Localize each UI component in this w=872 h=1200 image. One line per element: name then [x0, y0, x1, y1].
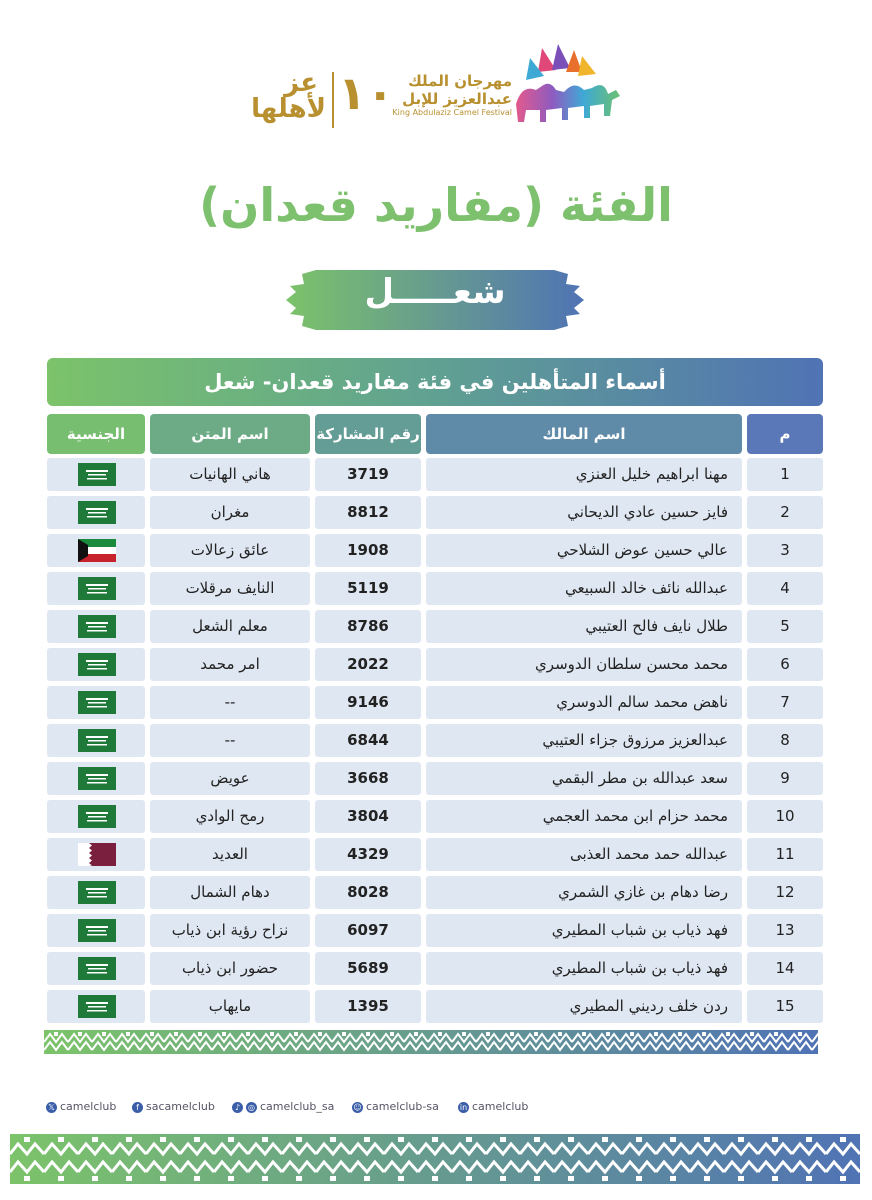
saudi-flag-icon — [78, 691, 116, 714]
social-snapchat[interactable] — [352, 1100, 439, 1113]
row-owner: ناهض محمد سالم الدوسري — [426, 686, 742, 719]
saudi-flag-icon — [78, 957, 116, 980]
x-icon: 𝕏 — [46, 1102, 57, 1113]
row-nationality — [47, 724, 145, 757]
row-owner: فايز حسين عادي الديحاني — [426, 496, 742, 529]
row-entry-number: 1908 — [315, 534, 421, 567]
row-nationality — [47, 990, 145, 1023]
festival-name-en: King Abdulaziz Camel Festival — [392, 108, 512, 117]
festival-name-ar-line1: مهرجان الملك — [408, 72, 512, 90]
motto-line2: لأهلها — [251, 94, 326, 124]
category-title: الفئة (مفاريد قعدان) — [199, 178, 673, 232]
row-camel-name: دهام الشمال — [150, 876, 310, 909]
row-index: 1 — [747, 458, 823, 491]
social-handle: camelclub — [60, 1100, 117, 1113]
motto-logo — [246, 68, 326, 130]
row-camel-name: العديد — [150, 838, 310, 871]
row-owner: طلال نايف فالح العتيبي — [426, 610, 742, 643]
row-owner: سعد عبدالله بن مطر البقمي — [426, 762, 742, 795]
row-camel-name: هاني الهانيات — [150, 458, 310, 491]
row-camel-name: -- — [150, 686, 310, 719]
qatar-flag-icon — [78, 843, 116, 866]
row-nationality — [47, 686, 145, 719]
row-index: 14 — [747, 952, 823, 985]
row-camel-name: -- — [150, 724, 310, 757]
row-nationality — [47, 838, 145, 871]
row-owner: عبدالعزيز مرزوق جزاء العتيبي — [426, 724, 742, 757]
row-camel-name: معلم الشعل — [150, 610, 310, 643]
row-index: 10 — [747, 800, 823, 833]
row-index: 8 — [747, 724, 823, 757]
row-camel-name: عويض — [150, 762, 310, 795]
row-entry-number: 2022 — [315, 648, 421, 681]
row-camel-name: رمح الوادي — [150, 800, 310, 833]
row-index: 4 — [747, 572, 823, 605]
row-entry-number: 5689 — [315, 952, 421, 985]
saudi-flag-icon — [78, 729, 116, 752]
row-index: 15 — [747, 990, 823, 1023]
row-nationality — [47, 762, 145, 795]
festival-name-ar-line2: عبدالعزيز للإبل — [402, 90, 512, 108]
row-owner: محمد حزام ابن محمد العجمي — [426, 800, 742, 833]
row-owner: ردن خلف رديني المطيري — [426, 990, 742, 1023]
row-entry-number: 8786 — [315, 610, 421, 643]
saudi-flag-icon — [78, 919, 116, 942]
row-index: 2 — [747, 496, 823, 529]
column-header-entry: رقم المشاركة — [315, 414, 421, 454]
social-handle: sacamelclub — [146, 1100, 215, 1113]
row-camel-name: نزاح رؤية ابن ذياب — [150, 914, 310, 947]
row-nationality — [47, 458, 145, 491]
row-camel-name: النايف مرقلات — [150, 572, 310, 605]
row-entry-number: 9146 — [315, 686, 421, 719]
row-entry-number: 5119 — [315, 572, 421, 605]
social-tiktok-instagram[interactable] — [232, 1100, 334, 1113]
table-caption: أسماء المتأهلين في فئة مفاريد قعدان- شعل — [47, 358, 823, 406]
row-index: 9 — [747, 762, 823, 795]
row-nationality — [47, 496, 145, 529]
snapchat-icon: ☺ — [353, 1102, 362, 1112]
saudi-flag-icon — [78, 577, 116, 600]
row-camel-name: حضور ابن ذياب — [150, 952, 310, 985]
round-name: شعـــــل — [364, 272, 506, 312]
row-entry-number: 3668 — [315, 762, 421, 795]
row-owner: عالي حسين عوض الشلاحي — [426, 534, 742, 567]
sadu-pattern-band — [44, 1030, 818, 1054]
saudi-flag-icon — [78, 463, 116, 486]
column-header-nationality: الجنسية — [47, 414, 145, 454]
row-camel-name: مغران — [150, 496, 310, 529]
row-entry-number: 6844 — [315, 724, 421, 757]
row-index: 7 — [747, 686, 823, 719]
row-entry-number: 8812 — [315, 496, 421, 529]
row-owner: رضا دهام بن غازي الشمري — [426, 876, 742, 909]
row-owner: عبدالله حمد محمد العذبى — [426, 838, 742, 871]
row-entry-number: 3804 — [315, 800, 421, 833]
logo-divider — [332, 72, 334, 128]
tiktok-icon: ♪ — [232, 1102, 243, 1113]
motto-line1: عز — [284, 68, 318, 98]
edition-number: ١٠ — [338, 66, 395, 120]
row-nationality — [47, 610, 145, 643]
row-nationality — [47, 876, 145, 909]
festival-logo-text — [392, 72, 512, 128]
row-nationality — [47, 800, 145, 833]
row-owner: مهنا ابراهيم خليل العنزي — [426, 458, 742, 491]
saudi-flag-icon — [78, 995, 116, 1018]
row-entry-number: 4329 — [315, 838, 421, 871]
facebook-icon: f — [132, 1102, 143, 1113]
row-owner: عبدالله نائف خالد السبيعي — [426, 572, 742, 605]
social-linkedin[interactable] — [458, 1100, 528, 1113]
row-owner: فهد ذياب بن شباب المطيري — [426, 952, 742, 985]
saudi-flag-icon — [78, 501, 116, 524]
row-index: 6 — [747, 648, 823, 681]
row-entry-number: 6097 — [315, 914, 421, 947]
camel-riders-logo-icon — [512, 44, 624, 126]
column-header-owner: اسم المالك — [426, 414, 742, 454]
row-camel-name: عائق زعالات — [150, 534, 310, 567]
row-index: 3 — [747, 534, 823, 567]
row-index: 11 — [747, 838, 823, 871]
row-nationality — [47, 648, 145, 681]
bottom-sadu-band — [10, 1134, 860, 1184]
linkedin-icon: in — [459, 1102, 468, 1112]
row-index: 5 — [747, 610, 823, 643]
saudi-flag-icon — [78, 615, 116, 638]
kuwait-flag-icon — [78, 539, 116, 562]
row-camel-name: مايهاب — [150, 990, 310, 1023]
row-index: 13 — [747, 914, 823, 947]
social-x[interactable] — [46, 1100, 116, 1113]
row-entry-number: 1395 — [315, 990, 421, 1023]
saudi-flag-icon — [78, 653, 116, 676]
saudi-flag-icon — [78, 805, 116, 828]
column-header-index: م — [747, 414, 823, 454]
row-nationality — [47, 952, 145, 985]
row-camel-name: امر محمد — [150, 648, 310, 681]
instagram-icon: ◎ — [246, 1102, 257, 1113]
social-links — [44, 1100, 844, 1120]
social-handle: camelclub — [472, 1100, 529, 1113]
row-nationality — [47, 534, 145, 567]
column-header-camel: اسم المتن — [150, 414, 310, 454]
saudi-flag-icon — [78, 767, 116, 790]
saudi-flag-icon — [78, 881, 116, 904]
social-handle: camelclub_sa — [260, 1100, 335, 1113]
social-handle: camelclub-sa — [366, 1100, 439, 1113]
row-index: 12 — [747, 876, 823, 909]
row-entry-number: 8028 — [315, 876, 421, 909]
social-facebook[interactable] — [132, 1100, 215, 1113]
row-owner: محمد محسن سلطان الدوسري — [426, 648, 742, 681]
row-nationality — [47, 914, 145, 947]
row-owner: فهد ذياب بن شباب المطيري — [426, 914, 742, 947]
row-nationality — [47, 572, 145, 605]
row-entry-number: 3719 — [315, 458, 421, 491]
